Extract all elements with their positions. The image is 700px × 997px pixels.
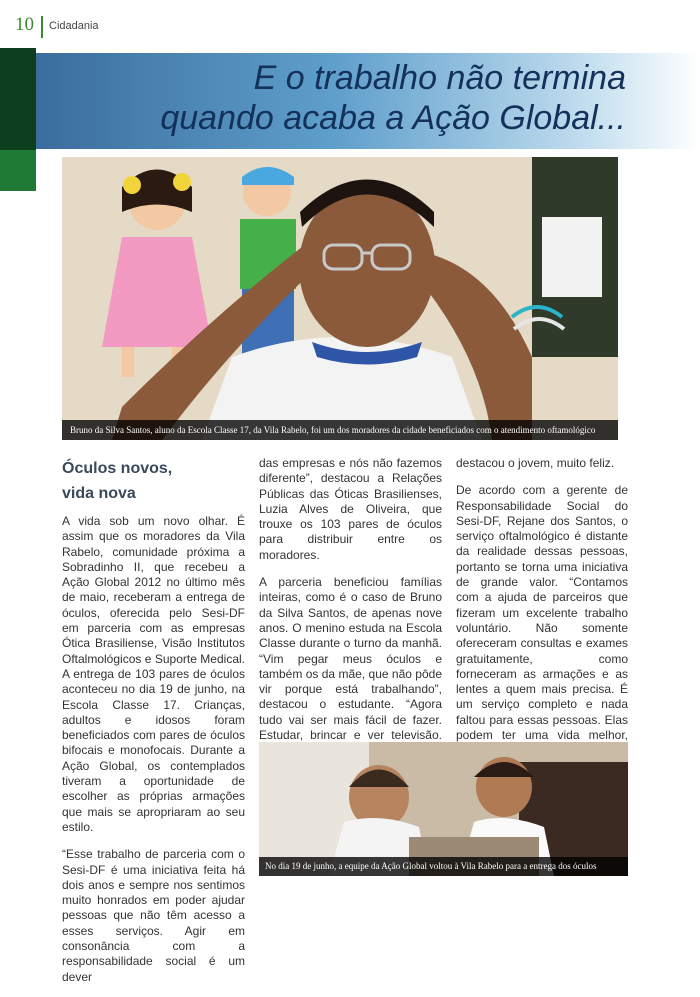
header-divider [41,16,43,38]
paragraph: A vida sob um novo olhar. É assim que os moradores da Vila Rabelo, comunidade próxima a Sobradinho II, que recebeu a Ação Global 2012 no último mês de maio, receberam a entrega de óculos, oferecida pelo Sesi-DF em parceria com as empresas Ótica Brasiliense, Visão Institutos Oftalmológicos e Suporte Medical. A entrega de 103 pares de óculos aconteceu no dia 19 de junho, na Escola Classe 17. Crianças, adultos e idosos foram beneficiados com pares de óculos bifocais e monofocais. Durante a Ação Global, os contemplados tiveram a oportunidade de escolher as próprias armações que mais se apropriaram ao seu estilo. [62,514,245,834]
column-1 [62,456,245,997]
section-label: Cidadania [49,20,99,32]
title-line-1: E o trabalho não termina [253,59,626,97]
paragraph: A parceria beneficiou famílias inteiras, como é o caso de Bruno da Silva Santos, de apenas nove anos. O menino estuda na Escola Classe durante o turno da manhã. “Vim pegar meus óculos e também os da mãe, que não pôde vir porque está trabalhando”, destacou o estudante. “Agora tudo vai ser mais fácil de fazer. Estudar, brincar e ver televisão. [259,575,442,743]
column-2 [259,456,442,786]
main-photo [62,157,618,440]
paragraph: das empresas e nós não fazemos diferente”, destacou a Relações Públicas das Óticas Brasilienses, Luzia Alves de Oliveira, que trouxe os 103 pares de óculos para distribuir entre os moradores. [259,456,442,562]
paragraph: destacou o jovem, muito feliz. [456,456,615,470]
article-title [160,58,626,138]
secondary-photo [259,742,628,876]
subhead [62,456,245,506]
main-photo-caption: Bruno da Silva Santos, aluno da Escola Classe 17, da Vila Rabelo, foi um dos moradores da cidade beneficiados com o atendimento oftamológico [62,420,618,440]
subhead-line-2: vida nova [62,485,136,502]
column-3 [456,456,628,786]
page-number: 10 [15,14,34,35]
green-side-bar [0,48,36,191]
paragraph: De acordo com a gerente de Responsabilidade Social do Sesi-DF, Rejane dos Santos, o serviço oftalmológico é distante da realidade dessas pessoas, portanto se torna uma iniciativa de grande valor. “Contamos com a ajuda de parceiros que fizeram um excelente trabalho voluntário. Não somente ofereceram consultas e exames gratuitamente, como forneceram as armações e as lentes a quem mais precisa. É um serviço completo e nada faltou para essas pessoas. Elas podem ter uma vida melhor, [456,483,628,743]
secondary-photo-caption: No dia 19 de junho, a equipe da Ação Global voltou à Vila Rabelo para a entrega dos óculos [259,857,628,876]
paragraph: “Esse trabalho de parceria com o Sesi-DF é uma iniciativa feita há dois anos e sempre nos sentimos muito honrados em poder ajudar pessoas que não têm acesso a esses serviços. Agir em consonância com a responsabilidade social é um dever [62,847,245,984]
title-line-2: quando acaba a Ação Global... [160,99,626,137]
subhead-line-1: Óculos novos, [62,460,173,477]
